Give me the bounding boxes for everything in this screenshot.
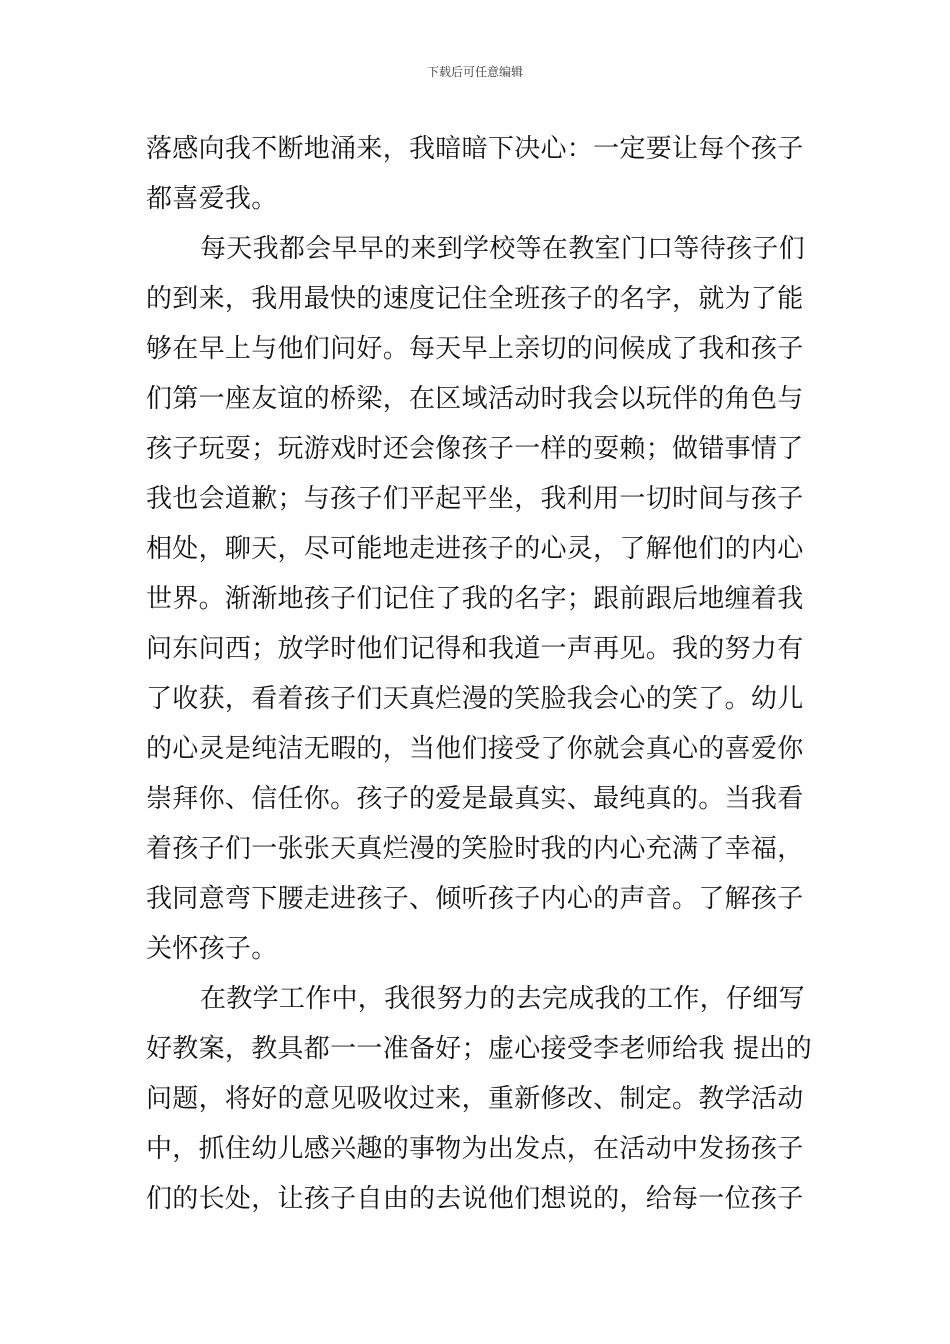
text-line: 崇拜你、信任你。孩子的爱是最真实、最纯真的。当我看 (146, 784, 804, 814)
text-line: 的心灵是纯洁无暇的，当他们接受了你就会真心的喜爱你 (146, 734, 804, 764)
text-line: 的到来，我用最快的速度记住全班孩子的名字，就为了能 (146, 284, 804, 314)
text-line: 着孩子们一张张天真烂漫的笑脸时我的内心充满了幸福， (146, 834, 804, 864)
text-line: 孩子玩耍；玩游戏时还会像孩子一样的耍赖；做错事情了 (146, 434, 804, 464)
text-line: 落感向我不断地涌来，我暗暗下决心：一定要让每个孩子 (146, 134, 804, 164)
text-line: 们的长处，让孩子自由的去说他们想说的，给每一位孩子 (146, 1184, 804, 1214)
text-line: 关怀孩子。 (146, 934, 278, 964)
text-line: 问题，将好的意见吸收过来，重新修改、制定。教学活动 (146, 1084, 804, 1114)
text-line: 世界。渐渐地孩子们记住了我的名字；跟前跟后地缠着我 (146, 584, 804, 614)
text-line: 了收获，看着孩子们天真烂漫的笑脸我会心的笑了。幼儿 (146, 684, 804, 714)
text-line: 相处，聊天，尽可能地走进孩子的心灵，了解他们的内心 (146, 534, 804, 564)
text-line: 我同意弯下腰走进孩子、倾听孩子内心的声音。了解孩子 (146, 884, 804, 914)
text-line: 问东问西；放学时他们记得和我道一声再见。我的努力有 (146, 634, 804, 664)
text-line: 在教学工作中，我很努力的去完成我的工作，仔细写 (200, 984, 805, 1014)
page-header: 下载后可任意编辑 (426, 65, 523, 79)
text-line: 够在早上与他们问好。每天早上亲切的问候成了我和孩子 (146, 334, 804, 364)
text-line: 好教案，教具都一一准备好；虚心接受李老师给我 提出的 (146, 1034, 813, 1064)
text-line: 都喜爱我。 (146, 184, 278, 214)
text-line: 我也会道歉；与孩子们平起平坐，我利用一切时间与孩子 (146, 484, 804, 514)
text-line: 每天我都会早早的来到学校等在教室门口等待孩子们 (200, 234, 805, 264)
text-line: 们第一座友谊的桥梁，在区域活动时我会以玩伴的角色与 (146, 384, 804, 414)
text-line: 中，抓住幼儿感兴趣的事物为出发点，在活动中发扬孩子 (146, 1134, 804, 1164)
